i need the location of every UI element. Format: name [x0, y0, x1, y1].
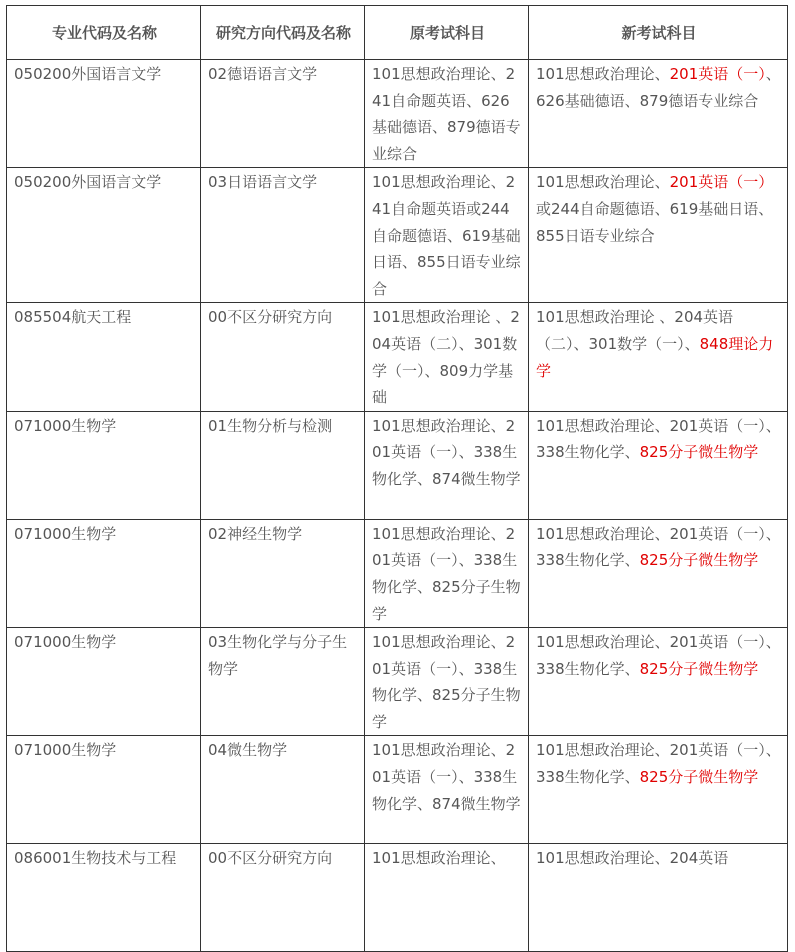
direction-cell: 02神经生物学 [201, 519, 365, 627]
exam-subjects-table [6, 5, 788, 952]
major-cell: 071000生物学 [7, 519, 201, 627]
direction-cell: 02德语语言文学 [201, 60, 365, 168]
new-subjects-text: 101思想政治理论、201英语（一）、338生物化学、 [536, 416, 781, 462]
major-cell: 050200外国语言文学 [7, 60, 201, 168]
direction-cell: 01生物分析与检测 [201, 411, 365, 519]
major-cell: 071000生物学 [7, 736, 201, 844]
new-subjects-cell [529, 519, 788, 627]
table-row [7, 519, 788, 627]
old-subjects-cell: 101思想政治理论、241自命题英语或244自命题德语、619基础日语、855日语专业综合 [365, 168, 529, 303]
major-cell: 071000生物学 [7, 411, 201, 519]
header-direction: 研究方向代码及名称 [201, 6, 365, 60]
new-subjects-cell [529, 60, 788, 168]
direction-cell: 04微生物学 [201, 736, 365, 844]
new-subjects-text: 或244自命题德语、619基础日语、855日语专业综合 [536, 199, 774, 245]
old-subjects-cell: 101思想政治理论、201英语（一）、338生物化学、825分子生物学 [365, 519, 529, 627]
new-subjects-text: 101思想政治理论、 [536, 65, 670, 83]
changed-subject-highlight: 201英语（一） [669, 173, 774, 192]
new-subjects-cell [529, 411, 788, 519]
major-cell: 085504航天工程 [7, 303, 201, 411]
table-row [7, 411, 788, 519]
new-subjects-cell [529, 628, 788, 736]
direction-cell: 00不区分研究方向 [201, 844, 365, 952]
old-subjects-cell: 101思想政治理论 、204英语（二）、301数学（一）、809力学基础 [365, 303, 529, 411]
changed-subject-highlight: 848理论力学 [536, 334, 774, 380]
major-cell: 050200外国语言文学 [7, 168, 201, 303]
table-row [7, 168, 788, 303]
direction-cell: 03日语语言文学 [201, 168, 365, 303]
direction-cell: 00不区分研究方向 [201, 303, 365, 411]
new-subjects-cell [529, 736, 788, 844]
header-new-subjects: 新考试科目 [529, 6, 788, 60]
old-subjects-cell: 101思想政治理论、201英语（一）、338生物化学、874微生物学 [365, 411, 529, 519]
major-cell: 071000生物学 [7, 628, 201, 736]
changed-subject-highlight: 825分子微生物学 [639, 659, 759, 678]
table-row [7, 303, 788, 411]
table-row [7, 844, 788, 952]
new-subjects-text: 101思想政治理论、201英语（一）、338生物化学、 [536, 524, 781, 570]
table-row [7, 736, 788, 844]
changed-subject-highlight: 825分子微生物学 [639, 443, 759, 462]
table-row [7, 628, 788, 736]
new-subjects-cell [529, 303, 788, 411]
new-subjects-cell [529, 844, 788, 952]
new-subjects-text: 101思想政治理论 、204英语（二）、301数学（一）、 [536, 308, 734, 353]
header-row [7, 6, 788, 60]
old-subjects-cell: 101思想政治理论、241自命题英语、626基础德语、879德语专业综合 [365, 60, 529, 168]
changed-subject-highlight: 825分子微生物学 [639, 551, 759, 570]
new-subjects-text: 101思想政治理论、 [536, 173, 670, 192]
old-subjects-cell: 101思想政治理论、201英语（一）、338生物化学、825分子生物学 [365, 628, 529, 736]
header-old-subjects: 原考试科目 [365, 6, 529, 60]
header-major: 专业代码及名称 [7, 6, 201, 60]
new-subjects-text: 101思想政治理论、204英语 [536, 849, 729, 868]
direction-cell: 03生物化学与分子生物学 [201, 628, 365, 736]
old-subjects-cell: 101思想政治理论、201英语（一）、338生物化学、874微生物学 [365, 736, 529, 844]
changed-subject-highlight: 825分子微生物学 [639, 768, 759, 787]
new-subjects-text: 、626基础德语、879德语专业综合 [536, 65, 781, 110]
new-subjects-text: 101思想政治理论、201英语（一）、338生物化学、 [536, 741, 781, 787]
new-subjects-cell [529, 168, 788, 303]
major-cell: 086001生物技术与工程 [7, 844, 201, 952]
table-row [7, 60, 788, 168]
changed-subject-highlight: 201英语（一） [669, 65, 766, 83]
new-subjects-text: 101思想政治理论、201英语（一）、338生物化学、 [536, 633, 781, 678]
old-subjects-cell: 101思想政治理论、 [365, 844, 529, 952]
